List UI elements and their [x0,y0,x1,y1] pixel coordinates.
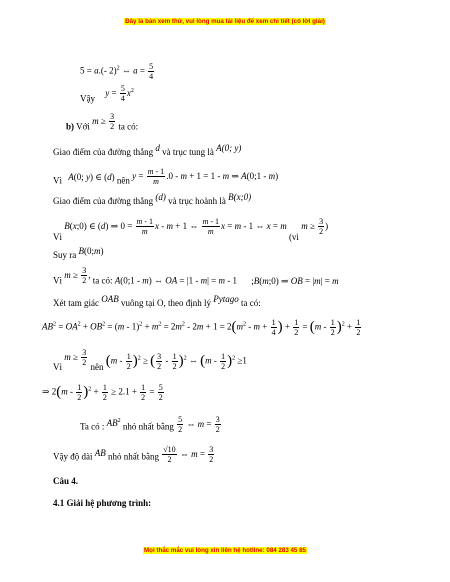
text-suy-ra: Suy ra B(0;m) [53,246,104,260]
text-triangle: Xét tam giác OAB vuông tại O, theo định lý Pytago ta có: [53,294,261,308]
equation-lengths: Vì m ≥ $\frac{3}{2}$ , ta có: A(0;1 - m) ⇔ OA = |1 - m| = m - 1 ;B(m;0) ⇒ OB = |m| = m [53,266,339,286]
equation-point-b: Vì B(x;0) ∈ (d) ⇒ 0 = $\frac{m - 1}{m}$ x - m + 1 ⇔ $\frac{m - 1}{m}$ x = m - 1 ⇔ x = m (vì m ≥ $\frac{3}{2}$ ) [53,217,329,242]
text-intersection-y: Giao điểm của đường thẳng d và trục tung là A(0; y) [53,143,242,157]
header-banner-text: Đây là bản xem thử, vui lòng mua tài liệu để xem chi tiết (có lời giải) [125,18,325,25]
equation-lower-bound: ⇒ 2(m - $\frac{1}{2}$ )$^2$ + $\frac{1}{2}$ ≥ 2.1 + $\frac{1}{2}$ = $\frac{5}{2}$ [42,383,163,402]
footer-banner [0,547,450,554]
question-4-heading: Câu 4. [53,476,79,486]
equation-pythagoras: $AB^2 = OA^2 + OB^2 = (m - 1)^2 + m^2 = 2m^2 - 2m + 1 = 2(m^2 - m$ + $\frac{1}{4}$ ) + $\frac{1}{2}$ = (m - $\frac{1}{2}$ )$^2$ + $\frac{1}{2}$ [42,318,361,337]
text-intersection-x: Giao điểm của đường thẳng (d) và trục hoành là B(x;0) [53,192,252,206]
text-conclusion: Vậy độ dài AB nhỏ nhất bằng $\frac{√10}{2}$ ⇔ m = $\frac{3}{2}$ [53,445,214,464]
footer-banner-text: Mọi thắc mắc vui lòng xin liên hệ hotline: 084 283 45 85 [144,547,306,554]
equation-a: 5 = a.(- 2)$^2$ ⇔ a = $\frac{5}{4}$ [80,62,154,81]
conclusion-parabola: Vậy y = $\frac{5}{4}$ $x^2$ [80,84,134,104]
text-ab-min: Ta có : $AB^2$ nhỏ nhất bằng $\frac{5}{2}$ ⇔ m = $\frac{3}{2}$ [80,415,220,434]
part-b-heading: b) Với m ≥ $\frac{3}{2}$ ta có: [66,112,139,132]
section-4-1-heading: 4.1 Giải hệ phương trình: [53,498,152,508]
equation-point-a: Vì A(0; y) ∈ (d) nên y = $\frac{m - 1}{m}$ .0 - m + 1 = 1 - m ⇒ A(0;1 - m) [53,167,279,186]
header-banner [0,18,450,25]
equation-inequality: Vì m ≥ $\frac{3}{2}$ nên (m - $\frac{1}{2}$ )$^2$ ≥ ( $\frac{3}{2}$ - $\frac{1}{2}$ )$^2$ ⇔ (m - $\frac{1}{2}$ )$^2$ ≥1 [53,348,247,372]
